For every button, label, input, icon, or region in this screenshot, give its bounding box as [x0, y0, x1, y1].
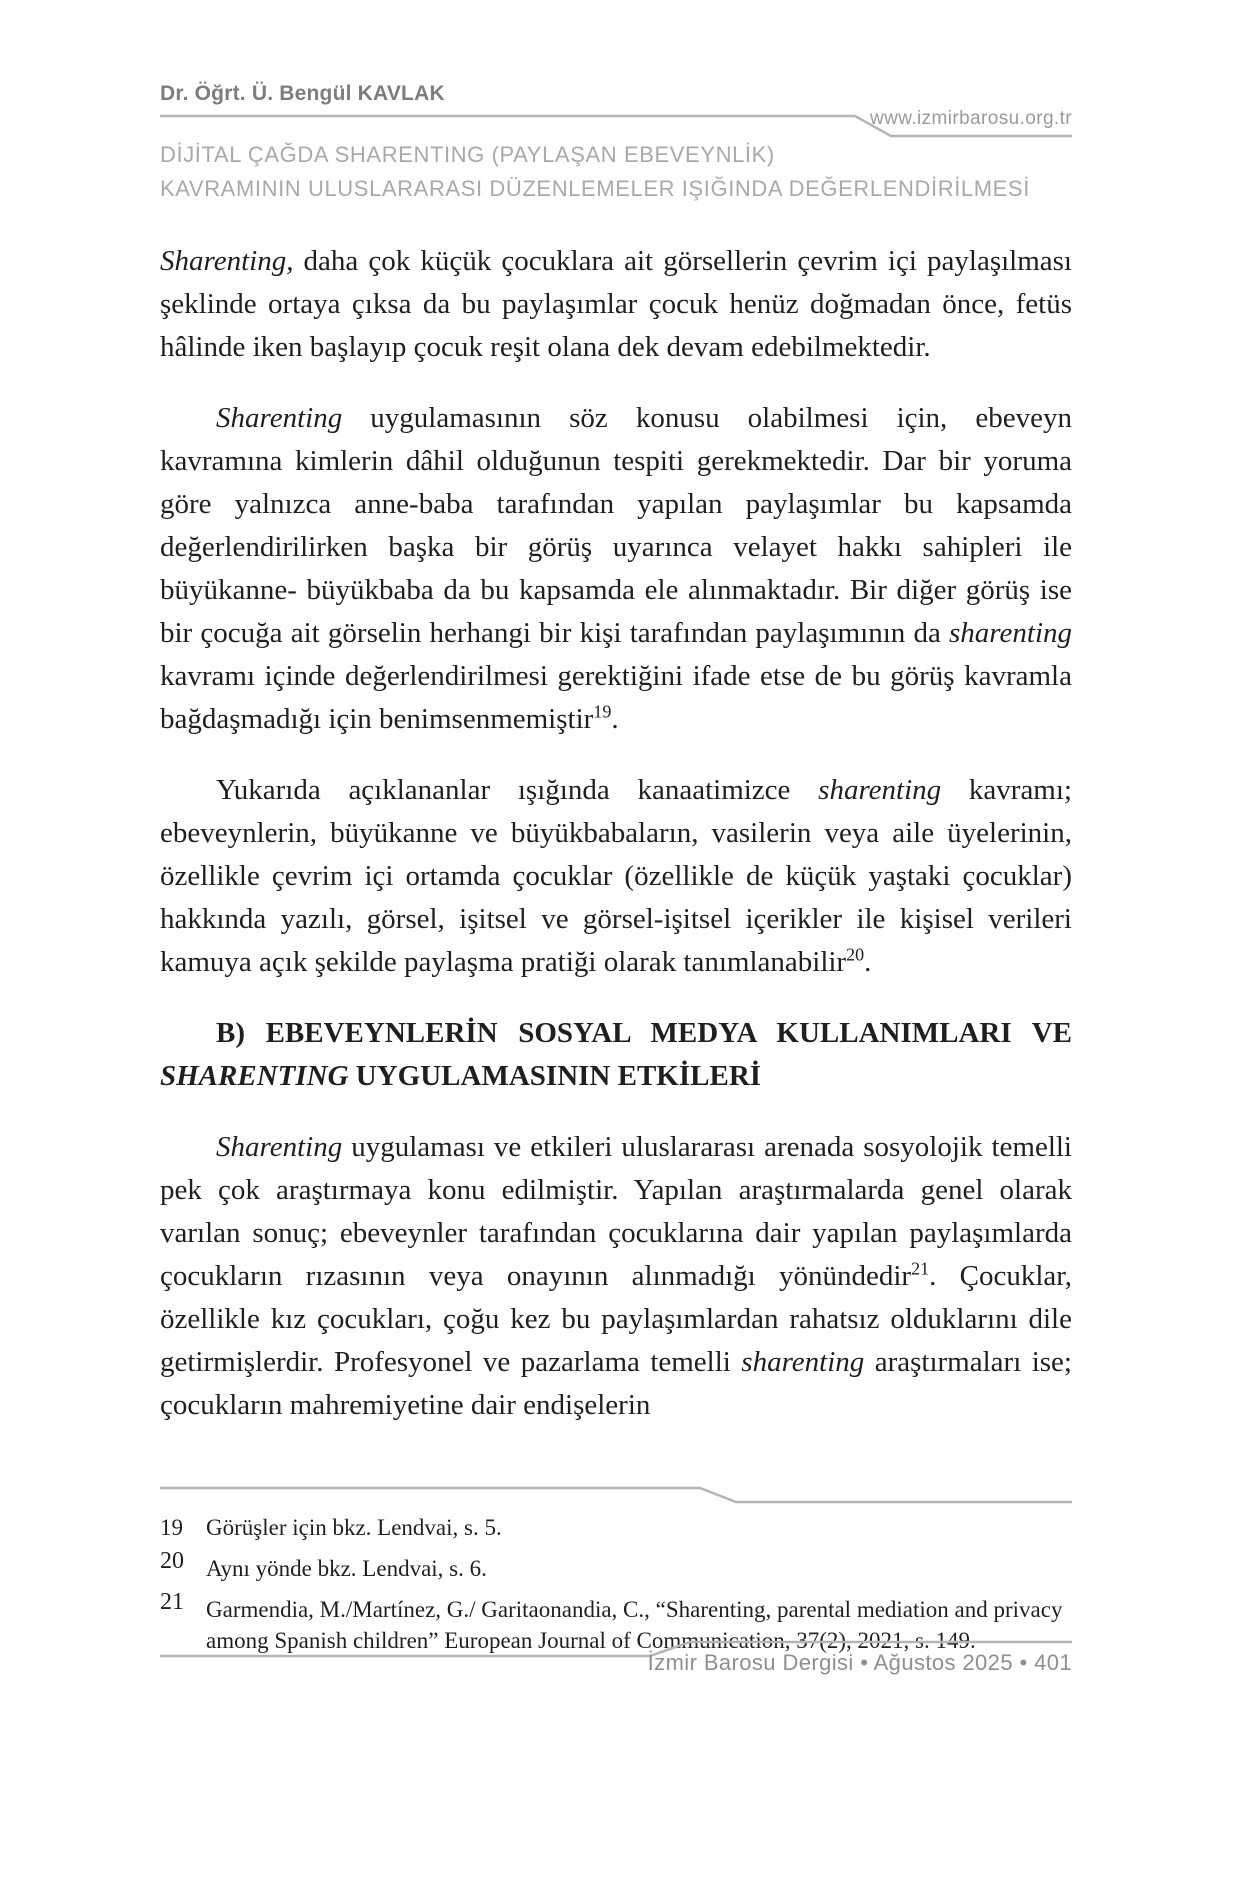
article-body: [160, 240, 1072, 1455]
website-url: www.izmirbarosu.org.tr: [869, 108, 1072, 129]
footnote-19: [160, 1512, 1072, 1543]
footnote-number: 21: [160, 1589, 184, 1615]
body-paragraph-1: Sharenting, daha çok küçük çocuklara ait görsellerin çevrim içi paylaşılması şeklinde ortaya çıksa da bu paylaşımlar çocuk henüz doğmadan önce, fetüs hâlinde iken başlayıp çocuk reşit olana dek devam edebilmektedir.: [160, 245, 1072, 363]
page-footer-text: İzmir Barosu Dergisi • Ağustos 2025 • 401: [647, 1650, 1072, 1675]
footnote-text: Görüşler için bkz. Lendvai, s. 5.: [206, 1515, 502, 1540]
footnote-text: Garmendia, M./Martínez, G./ Garitaonandia, C., “Sharenting, parental mediation and privacy among Spanish children” European Journal of Communication, 37(2), 2021, s. 149.: [206, 1597, 1063, 1653]
footnote-number: 19: [160, 1515, 183, 1540]
footnote-text: Aynı yönde bkz. Lendvai, s. 6.: [206, 1556, 487, 1581]
article-title-line1: DİJİTAL ÇAĞDA SHARENTING (PAYLAŞAN EBEVEYNLİK): [160, 142, 775, 167]
footnote-reference-20: 20: [846, 944, 865, 965]
body-paragraph-4: Sharenting uygulaması ve etkileri uluslararası arenada sosyolojik temelli pek çok araştırmaya konu edilmiştir. Yapılan araştırmalarda genel olarak varılan sonuç; ebeveynler tarafından çocuklarına dair yapılan paylaşımlarda çocukların rızasının veya onayının alınmadığı yönündedir$^{21}$. Çocuklar, özellikle kız çocukları, çoğu kez bu paylaşımlardan rahatsız olduklarını dile getirmişlerdir. Profesyonel ve pazarlama temelli sharenting araştırmaları ise; çocukların mahremiyetine dair endişelerin: [160, 1131, 1072, 1421]
author-name: Dr. Öğrt. Ü. Bengül KAVLAK: [160, 82, 445, 105]
footnote-reference-19: 19: [593, 701, 612, 722]
footnote-divider-line: [160, 1486, 1072, 1506]
footnote-number: 20: [160, 1548, 184, 1574]
footnote-20: [160, 1548, 1072, 1584]
body-paragraph-2: Sharenting uygulamasının söz konusu olabilmesi için, ebeveyn kavramına kimlerin dâhil olduğunun tespiti gerekmektedir. Dar bir yoruma göre yalnızca anne-baba tarafından yapılan paylaşımlar bu kapsamda değerlendirilirken başka bir görüş uyarınca velayet hakkı sahipleri ile büyükanne- büyükbaba da bu kapsamda ele alınmaktadır. Bir diğer görüş ise bir çocuğa ait görselin herhangi bir kişi tarafından paylaşımının da sharenting kavramı içinde değerlendirilmesi gerektiğini ifade etse de bu görüş kavramla bağdaşmadığı için benimsenmemiştir$^{19}$.: [160, 402, 1072, 735]
paragraph-list: [160, 240, 1072, 1427]
body-paragraph-3: Yukarıda açıklananlar ışığında kanaatimizce sharenting kavramı; ebeveynlerin, büyükanne ve büyükbabaların, vasilerin veya aile üyelerinin, özellikle çevrim içi ortamda çocuklar (özellikle de küçük yaştaki çocuklar) hakkında yazılı, görsel, işitsel ve görsel-işitsel içerikler ile kişisel verileri kamuya açık şekilde paylaşma pratiği olarak tanımlanabilir$^{20}$.: [160, 774, 1072, 978]
article-title-line2: KAVRAMININ ULUSLARARASI DÜZENLEMELER IŞIĞINDA DEĞERLENDİRİLMESİ: [160, 176, 1030, 201]
section-heading: B) EBEVEYNLERİN SOSYAL MEDYA KULLANIMLARI VE SHARENTING UYGULAMASININ ETKİLERİ: [160, 1017, 1072, 1092]
footnote-reference-21: 21: [911, 1258, 930, 1279]
